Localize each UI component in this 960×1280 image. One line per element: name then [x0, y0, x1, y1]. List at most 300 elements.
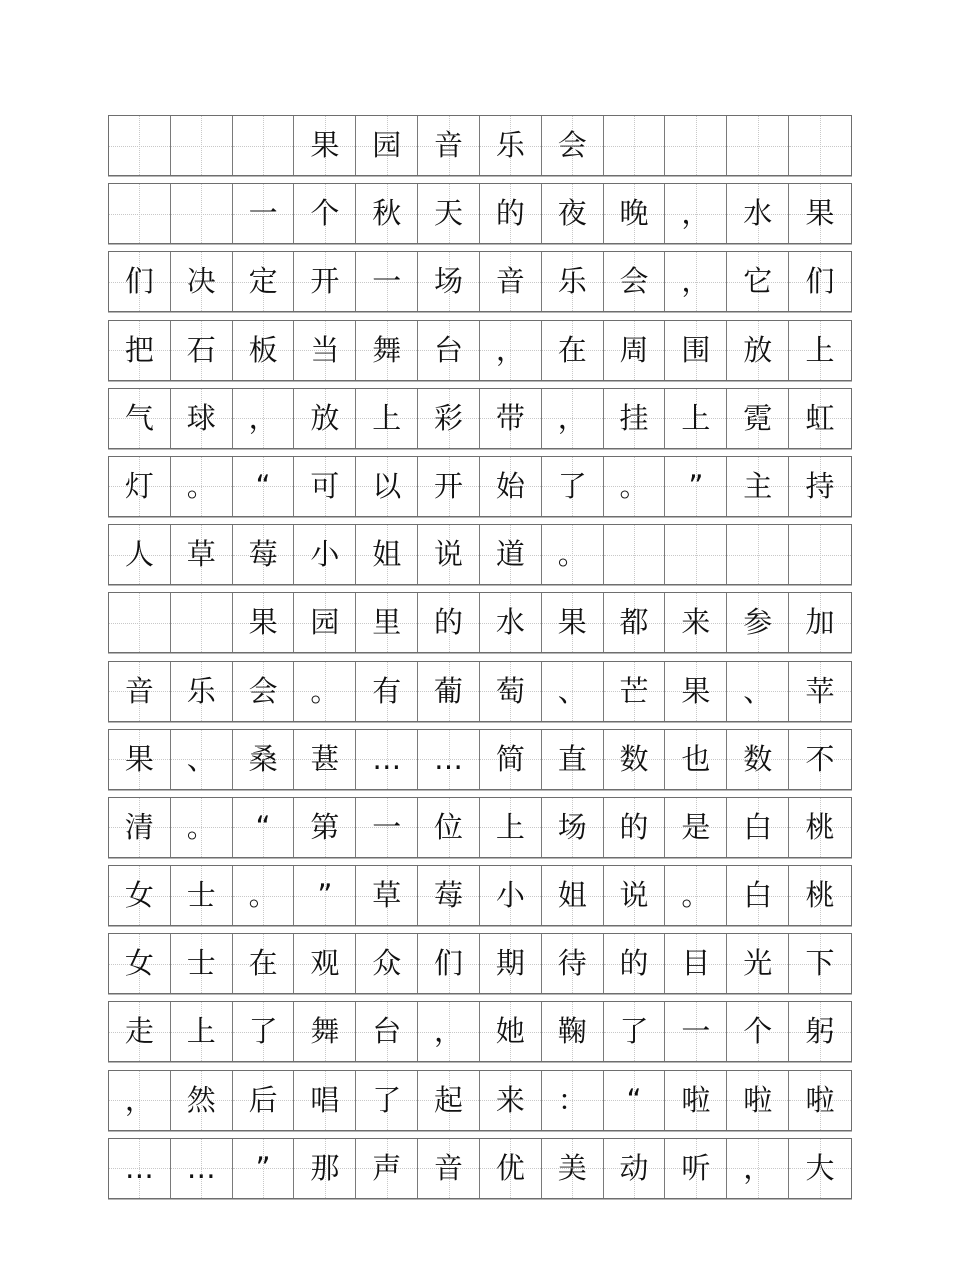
grid-cell	[727, 116, 789, 175]
grid-cell	[109, 934, 171, 993]
cell-character: 期	[495, 946, 525, 981]
grid-cell	[294, 389, 356, 448]
grid-cell	[665, 593, 727, 652]
grid-cell	[356, 1071, 418, 1130]
cell-character: 桃	[805, 878, 835, 913]
cell-character: 芒	[619, 673, 649, 708]
grid-cell	[789, 116, 851, 175]
cell-character: 开	[310, 264, 340, 299]
grid-cell	[789, 730, 851, 789]
grid-cell	[789, 662, 851, 721]
cell-character: 秋	[372, 196, 402, 231]
grid-row	[108, 320, 852, 381]
grid-cell	[665, 662, 727, 721]
grid-cell	[480, 184, 542, 243]
cell-character: 。	[681, 878, 711, 913]
cell-character: 的	[619, 946, 649, 981]
grid-cell	[480, 1071, 542, 1130]
cell-character: 围	[681, 332, 711, 367]
cell-character: 唱	[310, 1082, 340, 1117]
cell-character: 然	[186, 1082, 216, 1117]
grid-cell	[418, 525, 480, 584]
cell-character: 简	[495, 741, 525, 776]
grid-cell	[665, 252, 727, 311]
grid-cell	[356, 252, 418, 311]
cell-character: “	[255, 809, 271, 844]
grid-cell	[109, 457, 171, 516]
cell-character: 躬	[805, 1014, 835, 1049]
grid-cell	[542, 116, 604, 175]
cell-character: 鞠	[557, 1014, 587, 1049]
cell-character: 桑	[248, 741, 278, 776]
grid-cell	[542, 1002, 604, 1061]
grid-cell	[727, 321, 789, 380]
cell-character: 以	[372, 468, 402, 503]
grid-cell	[727, 184, 789, 243]
cell-character: 了	[619, 1014, 649, 1049]
grid-cell	[727, 798, 789, 857]
grid-cell	[356, 730, 418, 789]
grid-cell	[727, 1002, 789, 1061]
grid-cell	[542, 934, 604, 993]
grid-cell	[109, 252, 171, 311]
grid-cell	[604, 662, 666, 721]
grid-cell	[109, 1071, 171, 1130]
cell-character: 们	[124, 264, 154, 299]
cell-character: 当	[310, 332, 340, 367]
grid-cell	[171, 1139, 233, 1198]
grid-row	[108, 456, 852, 517]
cell-character: 一	[681, 1014, 711, 1049]
cell-character: 、	[557, 673, 587, 708]
cell-character: 周	[619, 332, 649, 367]
grid-cell	[665, 1002, 727, 1061]
grid-cell	[109, 389, 171, 448]
cell-character: 。	[310, 673, 340, 708]
grid-cell	[604, 1002, 666, 1061]
grid-cell	[480, 730, 542, 789]
cell-character: 会	[557, 128, 587, 162]
grid-cell	[356, 457, 418, 516]
cell-character: 果	[310, 128, 340, 162]
grid-cell	[233, 593, 295, 652]
grid-cell	[604, 1071, 666, 1130]
grid-cell	[233, 184, 295, 243]
cell-character: 把	[124, 332, 154, 367]
grid-cell	[665, 934, 727, 993]
cell-character: 的	[619, 809, 649, 844]
grid-cell	[418, 798, 480, 857]
grid-cell	[233, 1139, 295, 1198]
cell-character: 放	[310, 400, 340, 435]
grid-cell	[542, 525, 604, 584]
grid-cell	[418, 116, 480, 175]
grid-cell	[727, 866, 789, 925]
cell-character: 水	[743, 196, 773, 231]
grid-cell	[665, 321, 727, 380]
cell-character: 石	[186, 332, 216, 367]
grid-cell	[294, 730, 356, 789]
grid-cell	[294, 593, 356, 652]
cell-character: …	[124, 1150, 154, 1185]
grid-cell	[294, 525, 356, 584]
cell-character: 桃	[805, 809, 835, 844]
grid-cell	[294, 1139, 356, 1198]
grid-cell	[109, 184, 171, 243]
grid-cell	[356, 866, 418, 925]
cell-character: 葚	[310, 741, 340, 776]
grid-cell	[727, 730, 789, 789]
cell-character: 、	[186, 741, 216, 776]
cell-character: 姐	[557, 878, 587, 913]
grid-cell	[727, 252, 789, 311]
grid-row	[108, 183, 852, 244]
cell-character: 们	[805, 264, 835, 299]
grid-cell	[171, 798, 233, 857]
grid-cell	[789, 457, 851, 516]
cell-character: 它	[743, 264, 773, 299]
grid-cell	[542, 184, 604, 243]
cell-character: 会	[248, 673, 278, 708]
grid-cell	[789, 389, 851, 448]
cell-character: 一	[372, 809, 402, 844]
cell-character: 也	[681, 741, 711, 776]
cell-character: 下	[805, 946, 835, 981]
cell-character: 小	[495, 878, 525, 913]
cell-character: 音	[124, 673, 154, 708]
grid-cell	[727, 593, 789, 652]
grid-cell	[233, 1071, 295, 1130]
grid-cell	[171, 1071, 233, 1130]
grid-cell	[480, 321, 542, 380]
cell-character: 挂	[619, 400, 649, 435]
grid-cell	[789, 252, 851, 311]
cell-character: 个	[310, 196, 340, 231]
cell-character: 虹	[805, 400, 835, 435]
cell-character: 光	[743, 946, 773, 981]
grid-cell	[356, 321, 418, 380]
grid-cell	[789, 866, 851, 925]
grid-cell	[480, 116, 542, 175]
grid-cell	[294, 866, 356, 925]
grid-cell	[480, 593, 542, 652]
cell-character: 灯	[124, 468, 154, 503]
cell-character: 一	[248, 196, 278, 231]
grid-cell	[665, 116, 727, 175]
grid-row	[108, 251, 852, 312]
grid-cell	[171, 934, 233, 993]
cell-character: 草	[372, 878, 402, 913]
cell-character: ，	[557, 400, 587, 435]
grid-cell	[233, 730, 295, 789]
cell-character: 台	[434, 332, 464, 367]
grid-cell	[727, 1071, 789, 1130]
grid-cell	[665, 1139, 727, 1198]
cell-character: 葡	[434, 673, 464, 708]
cell-character: 起	[434, 1082, 464, 1117]
cell-character: 直	[557, 741, 587, 776]
cell-character: 水	[495, 605, 525, 640]
grid-cell	[294, 934, 356, 993]
grid-cell	[233, 525, 295, 584]
grid-cell	[542, 1071, 604, 1130]
cell-character: 果	[248, 605, 278, 640]
grid-cell	[171, 866, 233, 925]
grid-cell	[604, 184, 666, 243]
grid-cell	[480, 1002, 542, 1061]
grid-row	[108, 729, 852, 790]
grid-cell	[294, 116, 356, 175]
grid-cell	[418, 184, 480, 243]
grid-row	[108, 1070, 852, 1131]
cell-character: 有	[372, 673, 402, 708]
grid-cell	[604, 389, 666, 448]
grid-row	[108, 592, 852, 653]
grid-cell	[480, 934, 542, 993]
grid-cell	[542, 866, 604, 925]
cell-character: 乐	[495, 128, 525, 162]
grid-cell	[727, 934, 789, 993]
cell-character: 说	[434, 537, 464, 572]
grid-cell	[356, 593, 418, 652]
cell-character: 都	[619, 605, 649, 640]
cell-character: 小	[310, 537, 340, 572]
cell-character: 果	[805, 196, 835, 231]
cell-character: 在	[248, 946, 278, 981]
grid-cell	[480, 1139, 542, 1198]
grid-cell	[109, 525, 171, 584]
cell-character: 里	[372, 605, 402, 640]
cell-character: 带	[495, 400, 525, 435]
cell-character: 舞	[372, 332, 402, 367]
cell-character: 姐	[372, 537, 402, 572]
cell-character: 是	[681, 809, 711, 844]
grid-cell	[418, 321, 480, 380]
cell-character: 优	[495, 1150, 525, 1185]
grid-cell	[356, 1002, 418, 1061]
grid-cell	[233, 1002, 295, 1061]
cell-character: 听	[681, 1150, 711, 1185]
cell-character: 会	[619, 264, 649, 299]
grid-cell	[418, 730, 480, 789]
grid-cell	[294, 662, 356, 721]
grid-cell	[604, 457, 666, 516]
grid-cell	[233, 934, 295, 993]
cell-character: 决	[186, 264, 216, 299]
grid-cell	[171, 662, 233, 721]
grid-cell	[604, 252, 666, 311]
grid-cell	[233, 457, 295, 516]
cell-character: 莓	[248, 537, 278, 572]
grid-cell	[789, 1071, 851, 1130]
cell-character: 位	[434, 809, 464, 844]
cell-character: 的	[434, 605, 464, 640]
grid-cell	[171, 1002, 233, 1061]
cell-character: 果	[557, 605, 587, 640]
cell-character: 舞	[310, 1014, 340, 1049]
grid-cell	[542, 662, 604, 721]
cell-character: 球	[186, 400, 216, 435]
grid-cell	[542, 1139, 604, 1198]
grid-cell	[109, 1139, 171, 1198]
grid-cell	[171, 730, 233, 789]
cell-character: 、	[743, 673, 773, 708]
grid-cell	[789, 798, 851, 857]
grid-cell	[171, 457, 233, 516]
grid-cell	[665, 798, 727, 857]
cell-character: …	[186, 1150, 216, 1185]
grid-cell	[604, 730, 666, 789]
cell-character: 声	[372, 1150, 402, 1185]
grid-cell	[233, 798, 295, 857]
grid-cell	[542, 389, 604, 448]
cell-character: 数	[619, 741, 649, 776]
grid-cell	[294, 798, 356, 857]
cell-character: 夜	[557, 196, 587, 231]
cell-character: 上	[495, 809, 525, 844]
cell-character: 场	[434, 264, 464, 299]
cell-character: 音	[495, 264, 525, 299]
cell-character: 音	[434, 128, 464, 162]
grid-cell	[542, 730, 604, 789]
cell-character: 来	[495, 1082, 525, 1117]
cell-character: 上	[805, 332, 835, 367]
grid-cell	[356, 798, 418, 857]
grid-cell	[171, 321, 233, 380]
grid-cell	[109, 116, 171, 175]
grid-cell	[789, 593, 851, 652]
cell-character: 后	[248, 1082, 278, 1117]
grid-row	[108, 933, 852, 994]
cell-character: 目	[681, 946, 711, 981]
grid-cell	[542, 252, 604, 311]
cell-character: 士	[186, 946, 216, 981]
cell-character: 了	[557, 468, 587, 503]
cell-character: 白	[743, 878, 773, 913]
grid-cell	[356, 1139, 418, 1198]
cell-character: 啦	[681, 1082, 711, 1117]
cell-character: 上	[681, 400, 711, 435]
grid-cell	[604, 934, 666, 993]
grid-cell	[604, 866, 666, 925]
grid-cell	[727, 389, 789, 448]
cell-character: 清	[124, 809, 154, 844]
grid-cell	[480, 457, 542, 516]
cell-character: …	[434, 741, 464, 776]
grid-cell	[171, 116, 233, 175]
grid-cell	[109, 321, 171, 380]
cell-character: 彩	[434, 400, 464, 435]
cell-character: 女	[124, 878, 154, 913]
grid-cell	[727, 525, 789, 584]
cell-character: 个	[743, 1014, 773, 1049]
grid-cell	[665, 730, 727, 789]
cell-character: 霓	[743, 400, 773, 435]
grid-cell	[665, 1071, 727, 1130]
cell-character: 主	[743, 468, 773, 503]
grid-cell	[233, 662, 295, 721]
cell-character: 的	[495, 196, 525, 231]
grid-cell	[418, 389, 480, 448]
grid-cell	[665, 389, 727, 448]
cell-character: 。	[186, 809, 216, 844]
grid-cell	[789, 1139, 851, 1198]
grid-row	[108, 1001, 852, 1062]
cell-character: 乐	[557, 264, 587, 299]
grid-cell	[109, 866, 171, 925]
grid-cell	[171, 593, 233, 652]
grid-cell	[356, 116, 418, 175]
cell-character: 待	[557, 946, 587, 981]
cell-character: 了	[372, 1082, 402, 1117]
grid-cell	[294, 252, 356, 311]
cell-character: 。	[619, 468, 649, 503]
cell-character: 气	[124, 400, 154, 435]
grid-row	[108, 524, 852, 585]
grid-cell	[418, 934, 480, 993]
cell-character: 参	[743, 605, 773, 640]
cell-character: “	[626, 1082, 642, 1117]
cell-character: 美	[557, 1150, 587, 1185]
cell-character: 一	[372, 264, 402, 299]
grid-cell	[294, 457, 356, 516]
grid-cell	[542, 457, 604, 516]
cell-character: 场	[557, 809, 587, 844]
grid-cell	[109, 593, 171, 652]
cell-character: 说	[619, 878, 649, 913]
cell-character: ，	[743, 1150, 773, 1185]
grid-cell	[294, 1002, 356, 1061]
grid-cell	[727, 457, 789, 516]
cell-character: 了	[248, 1014, 278, 1049]
cell-character: …	[372, 741, 402, 776]
cell-character: 草	[186, 537, 216, 572]
grid-cell	[604, 593, 666, 652]
cell-character: 始	[495, 468, 525, 503]
cell-character: 莓	[434, 878, 464, 913]
grid-cell	[604, 798, 666, 857]
cell-character: ，	[434, 1014, 464, 1049]
cell-character: 苹	[805, 673, 835, 708]
cell-character: 。	[186, 468, 216, 503]
grid-cell	[665, 184, 727, 243]
cell-character: 啦	[743, 1082, 773, 1117]
cell-character: 在	[557, 332, 587, 367]
grid-cell	[418, 593, 480, 652]
grid-cell	[480, 662, 542, 721]
grid-cell	[418, 866, 480, 925]
grid-cell	[171, 184, 233, 243]
grid-cell	[109, 798, 171, 857]
grid-row	[108, 1138, 852, 1199]
cell-character: 。	[248, 878, 278, 913]
grid-cell	[542, 798, 604, 857]
cell-character: 第	[310, 809, 340, 844]
grid-cell	[233, 252, 295, 311]
grid-cell	[418, 457, 480, 516]
cell-character: 果	[124, 741, 154, 776]
cell-character: 萄	[495, 673, 525, 708]
cell-character: 人	[124, 537, 154, 572]
grid-row	[108, 388, 852, 449]
grid-cell	[171, 525, 233, 584]
cell-character: 持	[805, 468, 835, 503]
grid-cell	[789, 321, 851, 380]
grid-cell	[233, 866, 295, 925]
cell-character: 走	[124, 1014, 154, 1049]
grid-row	[108, 865, 852, 926]
grid-cell	[789, 1002, 851, 1061]
